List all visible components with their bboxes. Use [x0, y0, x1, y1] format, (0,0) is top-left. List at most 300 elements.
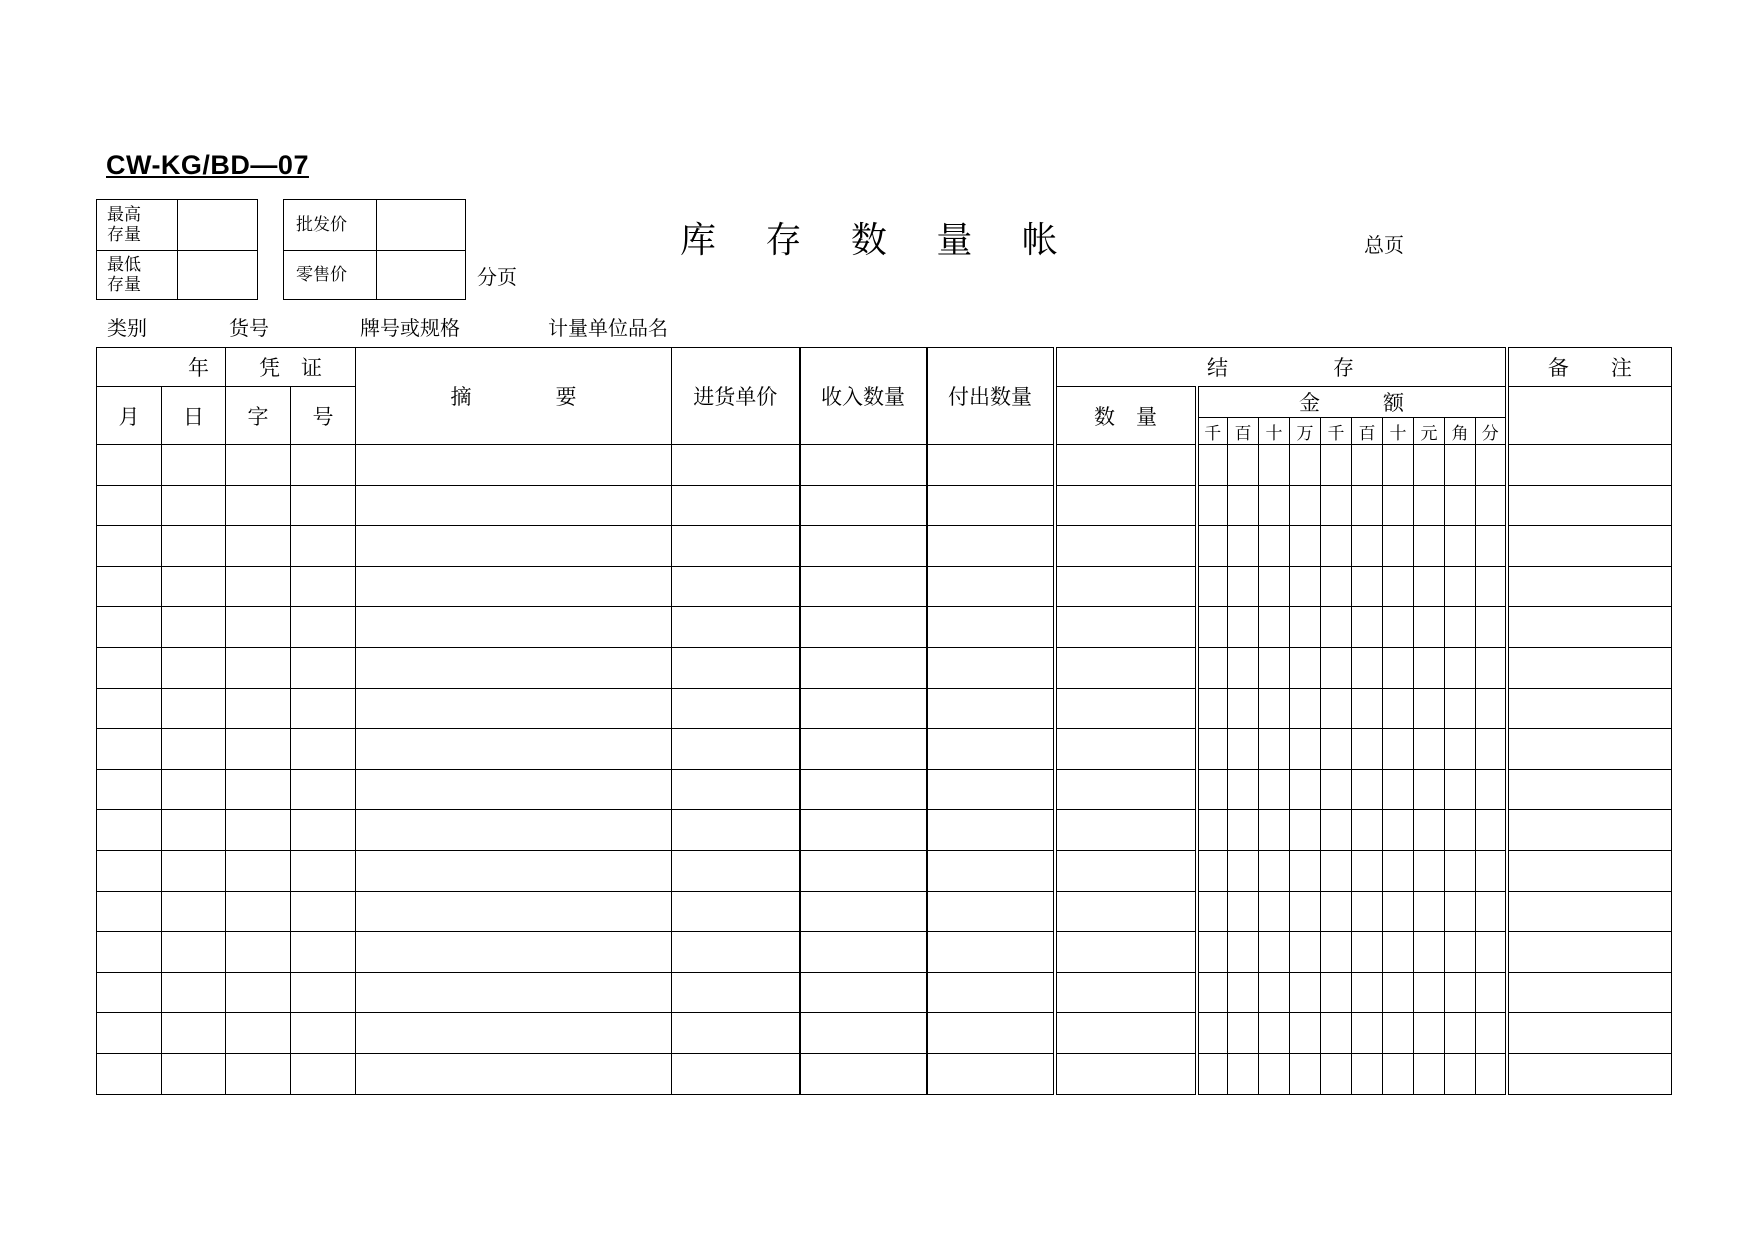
table-cell[interactable]: [1228, 566, 1259, 607]
table-cell[interactable]: [1445, 1013, 1476, 1054]
table-cell[interactable]: [1445, 769, 1476, 810]
table-cell[interactable]: [356, 607, 672, 648]
table-cell[interactable]: [162, 607, 226, 648]
table-cell[interactable]: [1476, 729, 1507, 770]
table-cell[interactable]: [1476, 972, 1507, 1013]
table-cell[interactable]: [97, 607, 162, 648]
table-cell[interactable]: [672, 485, 800, 526]
table-cell[interactable]: [1259, 891, 1290, 932]
table-cell[interactable]: [1383, 647, 1414, 688]
table-cell[interactable]: [800, 485, 927, 526]
table-cell[interactable]: [97, 932, 162, 973]
table-cell[interactable]: [1383, 891, 1414, 932]
table-cell[interactable]: [1476, 647, 1507, 688]
table-cell[interactable]: [1414, 688, 1445, 729]
table-cell[interactable]: [162, 566, 226, 607]
table-cell[interactable]: [162, 1053, 226, 1094]
table-cell[interactable]: [1228, 647, 1259, 688]
table-cell[interactable]: [927, 891, 1055, 932]
table-cell[interactable]: [672, 810, 800, 851]
table-cell[interactable]: [1228, 810, 1259, 851]
table-cell[interactable]: [1055, 526, 1197, 567]
table-cell[interactable]: [1055, 932, 1197, 973]
table-cell[interactable]: [1055, 850, 1197, 891]
table-cell[interactable]: [1197, 972, 1228, 1013]
table-cell[interactable]: [1197, 485, 1228, 526]
table-cell[interactable]: [97, 972, 162, 1013]
table-cell[interactable]: [1259, 688, 1290, 729]
table-cell[interactable]: [1414, 566, 1445, 607]
table-cell[interactable]: [1290, 769, 1321, 810]
table-cell[interactable]: [97, 810, 162, 851]
table-cell[interactable]: [1414, 1013, 1445, 1054]
table-cell[interactable]: [1352, 647, 1383, 688]
table-cell[interactable]: [1414, 647, 1445, 688]
table-cell[interactable]: [1352, 1013, 1383, 1054]
table-cell[interactable]: [1507, 647, 1672, 688]
table-cell[interactable]: [291, 647, 356, 688]
table-cell[interactable]: [1259, 607, 1290, 648]
table-cell[interactable]: [162, 445, 226, 486]
table-cell[interactable]: [1259, 729, 1290, 770]
table-cell[interactable]: [1055, 566, 1197, 607]
table-cell[interactable]: [1055, 729, 1197, 770]
table-cell[interactable]: [162, 972, 226, 1013]
table-cell[interactable]: [1055, 891, 1197, 932]
table-cell[interactable]: [1352, 607, 1383, 648]
table-cell[interactable]: [672, 1053, 800, 1094]
table-cell[interactable]: [1445, 729, 1476, 770]
table-cell[interactable]: [1259, 1053, 1290, 1094]
table-cell[interactable]: [1055, 647, 1197, 688]
table-cell[interactable]: [162, 850, 226, 891]
table-cell[interactable]: [162, 688, 226, 729]
table-cell[interactable]: [1290, 891, 1321, 932]
table-cell[interactable]: [1290, 1013, 1321, 1054]
table-cell[interactable]: [1383, 607, 1414, 648]
table-cell[interactable]: [800, 566, 927, 607]
table-cell[interactable]: [800, 769, 927, 810]
table-cell[interactable]: [1507, 485, 1672, 526]
table-cell[interactable]: [672, 688, 800, 729]
table-cell[interactable]: [1228, 729, 1259, 770]
table-cell[interactable]: [1476, 1053, 1507, 1094]
table-cell[interactable]: [1414, 1053, 1445, 1094]
table-cell[interactable]: [97, 485, 162, 526]
table-cell[interactable]: [800, 972, 927, 1013]
table-cell[interactable]: [162, 932, 226, 973]
table-cell[interactable]: [162, 647, 226, 688]
table-cell[interactable]: [1197, 1053, 1228, 1094]
table-cell[interactable]: [1321, 1053, 1352, 1094]
table-cell[interactable]: [1228, 445, 1259, 486]
table-cell[interactable]: [291, 810, 356, 851]
table-cell[interactable]: [1321, 566, 1352, 607]
table-cell[interactable]: [800, 526, 927, 567]
table-cell[interactable]: [1259, 647, 1290, 688]
table-cell[interactable]: [1383, 566, 1414, 607]
table-cell[interactable]: [226, 729, 291, 770]
table-cell[interactable]: [1228, 1053, 1259, 1094]
table-cell[interactable]: [1055, 445, 1197, 486]
table-cell[interactable]: [1476, 485, 1507, 526]
table-cell[interactable]: [97, 891, 162, 932]
table-cell[interactable]: [800, 891, 927, 932]
table-cell[interactable]: [1445, 607, 1476, 648]
table-cell[interactable]: [927, 647, 1055, 688]
table-cell[interactable]: [1414, 607, 1445, 648]
table-cell[interactable]: [97, 1013, 162, 1054]
table-cell[interactable]: [1055, 769, 1197, 810]
table-cell[interactable]: [1445, 688, 1476, 729]
table-cell[interactable]: [356, 769, 672, 810]
table-cell[interactable]: [97, 566, 162, 607]
table-cell[interactable]: [1476, 607, 1507, 648]
table-cell[interactable]: [1259, 445, 1290, 486]
table-cell[interactable]: [1507, 1013, 1672, 1054]
table-cell[interactable]: [1259, 526, 1290, 567]
table-cell[interactable]: [1197, 607, 1228, 648]
table-cell[interactable]: [356, 1053, 672, 1094]
table-cell[interactable]: [927, 932, 1055, 973]
table-cell[interactable]: [1383, 932, 1414, 973]
table-cell[interactable]: [1259, 972, 1290, 1013]
table-cell[interactable]: [1055, 1053, 1197, 1094]
table-cell[interactable]: [1414, 769, 1445, 810]
table-cell[interactable]: [1290, 445, 1321, 486]
table-cell[interactable]: [162, 485, 226, 526]
table-cell[interactable]: [226, 1053, 291, 1094]
table-cell[interactable]: [927, 1053, 1055, 1094]
table-cell[interactable]: [1321, 729, 1352, 770]
table-cell[interactable]: [1352, 485, 1383, 526]
table-cell[interactable]: [226, 526, 291, 567]
table-cell[interactable]: [1507, 526, 1672, 567]
table-cell[interactable]: [1259, 810, 1290, 851]
table-cell[interactable]: [291, 769, 356, 810]
table-cell[interactable]: [1055, 1013, 1197, 1054]
table-cell[interactable]: [1259, 485, 1290, 526]
table-cell[interactable]: [1290, 972, 1321, 1013]
table-cell[interactable]: [1290, 688, 1321, 729]
table-cell[interactable]: [672, 566, 800, 607]
table-cell[interactable]: [1507, 891, 1672, 932]
table-cell[interactable]: [1414, 526, 1445, 567]
table-cell[interactable]: [1352, 729, 1383, 770]
table-cell[interactable]: [1290, 729, 1321, 770]
table-cell[interactable]: [1414, 850, 1445, 891]
table-cell[interactable]: [1476, 810, 1507, 851]
table-cell[interactable]: [1321, 769, 1352, 810]
table-cell[interactable]: [927, 485, 1055, 526]
table-cell[interactable]: [97, 647, 162, 688]
table-cell[interactable]: [1414, 445, 1445, 486]
table-cell[interactable]: [291, 1053, 356, 1094]
table-cell[interactable]: [356, 688, 672, 729]
table-cell[interactable]: [1259, 1013, 1290, 1054]
table-cell[interactable]: [291, 1013, 356, 1054]
table-cell[interactable]: [291, 891, 356, 932]
table-cell[interactable]: [1383, 445, 1414, 486]
table-cell[interactable]: [1445, 891, 1476, 932]
table-cell[interactable]: [1321, 850, 1352, 891]
table-cell[interactable]: [800, 850, 927, 891]
table-cell[interactable]: [1055, 688, 1197, 729]
table-cell[interactable]: [1445, 810, 1476, 851]
table-cell[interactable]: [927, 688, 1055, 729]
table-cell[interactable]: [672, 607, 800, 648]
table-cell[interactable]: [291, 526, 356, 567]
table-cell[interactable]: [1507, 729, 1672, 770]
table-cell[interactable]: [800, 810, 927, 851]
table-cell[interactable]: [226, 850, 291, 891]
table-cell[interactable]: [1352, 688, 1383, 729]
table-cell[interactable]: [1321, 688, 1352, 729]
table-cell[interactable]: [97, 850, 162, 891]
table-cell[interactable]: [1321, 932, 1352, 973]
table-cell[interactable]: [162, 729, 226, 770]
table-cell[interactable]: [1259, 932, 1290, 973]
table-cell[interactable]: [1197, 729, 1228, 770]
table-cell[interactable]: [162, 810, 226, 851]
table-cell[interactable]: [1321, 972, 1352, 1013]
table-cell[interactable]: [800, 1053, 927, 1094]
table-cell[interactable]: [226, 1013, 291, 1054]
table-cell[interactable]: [356, 810, 672, 851]
table-cell[interactable]: [1055, 972, 1197, 1013]
table-cell[interactable]: [1352, 445, 1383, 486]
table-cell[interactable]: [97, 769, 162, 810]
table-cell[interactable]: [672, 526, 800, 567]
table-cell[interactable]: [672, 647, 800, 688]
table-cell[interactable]: [1290, 526, 1321, 567]
table-cell[interactable]: [1414, 485, 1445, 526]
table-cell[interactable]: [1507, 607, 1672, 648]
table-cell[interactable]: [1445, 932, 1476, 973]
table-cell[interactable]: [1476, 850, 1507, 891]
table-cell[interactable]: [1290, 485, 1321, 526]
table-cell[interactable]: [1197, 526, 1228, 567]
table-cell[interactable]: [927, 810, 1055, 851]
table-cell[interactable]: [927, 445, 1055, 486]
table-cell[interactable]: [1383, 810, 1414, 851]
table-cell[interactable]: [800, 688, 927, 729]
table-cell[interactable]: [1290, 810, 1321, 851]
table-cell[interactable]: [356, 932, 672, 973]
table-cell[interactable]: [927, 607, 1055, 648]
table-cell[interactable]: [672, 891, 800, 932]
table-cell[interactable]: [1228, 688, 1259, 729]
table-cell[interactable]: [927, 1013, 1055, 1054]
table-cell[interactable]: [97, 688, 162, 729]
table-cell[interactable]: [800, 607, 927, 648]
table-cell[interactable]: [1476, 688, 1507, 729]
table-cell[interactable]: [1352, 850, 1383, 891]
table-cell[interactable]: [1383, 1053, 1414, 1094]
table-cell[interactable]: [1290, 566, 1321, 607]
table-cell[interactable]: [672, 445, 800, 486]
table-cell[interactable]: [1197, 891, 1228, 932]
table-cell[interactable]: [356, 566, 672, 607]
table-cell[interactable]: [1445, 1053, 1476, 1094]
table-cell[interactable]: [226, 688, 291, 729]
table-cell[interactable]: [1352, 891, 1383, 932]
table-cell[interactable]: [1352, 1053, 1383, 1094]
table-cell[interactable]: [1414, 932, 1445, 973]
table-cell[interactable]: [927, 566, 1055, 607]
table-cell[interactable]: [800, 647, 927, 688]
table-cell[interactable]: [1445, 485, 1476, 526]
table-cell[interactable]: [1352, 932, 1383, 973]
table-cell[interactable]: [356, 647, 672, 688]
table-cell[interactable]: [97, 729, 162, 770]
table-cell[interactable]: [1445, 526, 1476, 567]
table-cell[interactable]: [226, 972, 291, 1013]
table-cell[interactable]: [927, 850, 1055, 891]
table-cell[interactable]: [356, 891, 672, 932]
table-cell[interactable]: [1290, 647, 1321, 688]
table-cell[interactable]: [1445, 647, 1476, 688]
table-cell[interactable]: [226, 891, 291, 932]
table-cell[interactable]: [1414, 891, 1445, 932]
table-cell[interactable]: [1507, 810, 1672, 851]
table-cell[interactable]: [1445, 445, 1476, 486]
table-cell[interactable]: [291, 445, 356, 486]
table-cell[interactable]: [226, 485, 291, 526]
table-cell[interactable]: [1383, 1013, 1414, 1054]
table-cell[interactable]: [1352, 769, 1383, 810]
table-cell[interactable]: [1290, 1053, 1321, 1094]
table-cell[interactable]: [1383, 485, 1414, 526]
table-cell[interactable]: [1228, 526, 1259, 567]
table-cell[interactable]: [1055, 810, 1197, 851]
table-cell[interactable]: [1507, 769, 1672, 810]
table-cell[interactable]: [1507, 566, 1672, 607]
table-cell[interactable]: [1383, 526, 1414, 567]
table-cell[interactable]: [1321, 485, 1352, 526]
table-cell[interactable]: [800, 1013, 927, 1054]
table-cell[interactable]: [1476, 1013, 1507, 1054]
table-cell[interactable]: [291, 932, 356, 973]
table-cell[interactable]: [1197, 566, 1228, 607]
table-cell[interactable]: [1197, 647, 1228, 688]
table-cell[interactable]: [1507, 1053, 1672, 1094]
table-cell[interactable]: [1383, 850, 1414, 891]
table-cell[interactable]: [226, 932, 291, 973]
table-cell[interactable]: [1321, 607, 1352, 648]
table-cell[interactable]: [672, 972, 800, 1013]
table-cell[interactable]: [1197, 932, 1228, 973]
table-cell[interactable]: [226, 810, 291, 851]
table-cell[interactable]: [1445, 972, 1476, 1013]
table-cell[interactable]: [1321, 647, 1352, 688]
table-cell[interactable]: [1445, 850, 1476, 891]
table-cell[interactable]: [226, 607, 291, 648]
table-cell[interactable]: [1476, 932, 1507, 973]
table-cell[interactable]: [162, 1013, 226, 1054]
table-cell[interactable]: [1383, 769, 1414, 810]
table-cell[interactable]: [1197, 445, 1228, 486]
table-cell[interactable]: [1259, 769, 1290, 810]
table-cell[interactable]: [800, 445, 927, 486]
table-cell[interactable]: [1228, 607, 1259, 648]
table-cell[interactable]: [927, 729, 1055, 770]
table-cell[interactable]: [226, 647, 291, 688]
table-cell[interactable]: [1290, 607, 1321, 648]
table-cell[interactable]: [1383, 729, 1414, 770]
table-cell[interactable]: [1228, 891, 1259, 932]
table-cell[interactable]: [226, 445, 291, 486]
table-cell[interactable]: [1383, 688, 1414, 729]
table-cell[interactable]: [1290, 850, 1321, 891]
table-cell[interactable]: [1476, 769, 1507, 810]
table-cell[interactable]: [1414, 972, 1445, 1013]
table-cell[interactable]: [1352, 526, 1383, 567]
table-cell[interactable]: [800, 729, 927, 770]
table-cell[interactable]: [1259, 850, 1290, 891]
table-cell[interactable]: [291, 485, 356, 526]
table-cell[interactable]: [291, 850, 356, 891]
table-cell[interactable]: [1228, 769, 1259, 810]
table-cell[interactable]: [927, 972, 1055, 1013]
table-cell[interactable]: [1197, 850, 1228, 891]
table-cell[interactable]: [356, 485, 672, 526]
table-cell[interactable]: [1197, 769, 1228, 810]
table-cell[interactable]: [1414, 729, 1445, 770]
table-cell[interactable]: [356, 972, 672, 1013]
table-cell[interactable]: [927, 769, 1055, 810]
table-cell[interactable]: [1414, 810, 1445, 851]
table-cell[interactable]: [162, 769, 226, 810]
table-cell[interactable]: [97, 526, 162, 567]
table-cell[interactable]: [1507, 445, 1672, 486]
table-cell[interactable]: [162, 891, 226, 932]
table-cell[interactable]: [291, 729, 356, 770]
table-cell[interactable]: [226, 769, 291, 810]
table-cell[interactable]: [162, 526, 226, 567]
table-cell[interactable]: [356, 729, 672, 770]
table-cell[interactable]: [1507, 688, 1672, 729]
table-cell[interactable]: [356, 850, 672, 891]
table-cell[interactable]: [1228, 972, 1259, 1013]
table-cell[interactable]: [1352, 972, 1383, 1013]
table-cell[interactable]: [1445, 566, 1476, 607]
table-cell[interactable]: [356, 526, 672, 567]
table-cell[interactable]: [1321, 810, 1352, 851]
table-cell[interactable]: [356, 1013, 672, 1054]
table-cell[interactable]: [1228, 932, 1259, 973]
table-cell[interactable]: [291, 566, 356, 607]
table-cell[interactable]: [1352, 566, 1383, 607]
table-cell[interactable]: [1507, 850, 1672, 891]
table-cell[interactable]: [672, 850, 800, 891]
table-cell[interactable]: [1321, 526, 1352, 567]
table-cell[interactable]: [1476, 526, 1507, 567]
table-cell[interactable]: [672, 729, 800, 770]
table-cell[interactable]: [1228, 850, 1259, 891]
table-cell[interactable]: [1228, 485, 1259, 526]
table-cell[interactable]: [1197, 1013, 1228, 1054]
table-cell[interactable]: [1507, 932, 1672, 973]
table-cell[interactable]: [1476, 566, 1507, 607]
table-cell[interactable]: [97, 445, 162, 486]
table-cell[interactable]: [291, 972, 356, 1013]
table-cell[interactable]: [1055, 607, 1197, 648]
table-cell[interactable]: [1197, 810, 1228, 851]
table-cell[interactable]: [927, 526, 1055, 567]
table-cell[interactable]: [1507, 972, 1672, 1013]
table-cell[interactable]: [672, 1013, 800, 1054]
